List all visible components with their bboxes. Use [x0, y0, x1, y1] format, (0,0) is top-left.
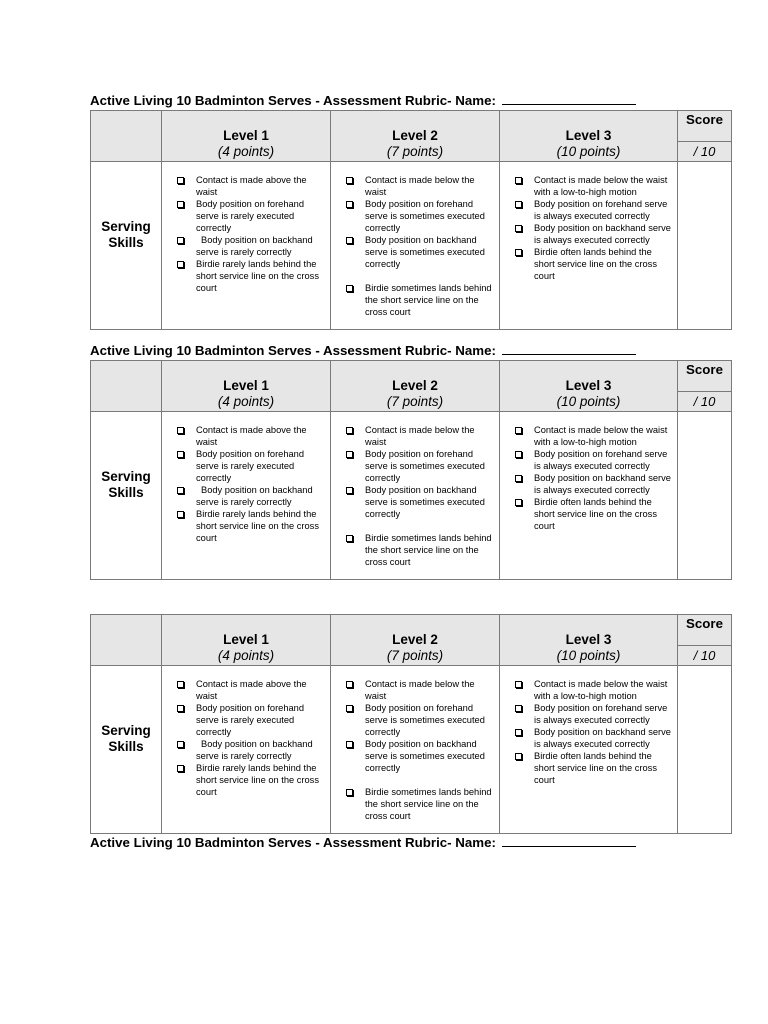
criterion-item	[515, 424, 671, 448]
checkbox-bullet-icon	[177, 487, 184, 494]
level-1-criteria	[162, 162, 331, 330]
text-header-levels-0-name: Level 1	[223, 378, 269, 393]
criterion-item	[346, 678, 493, 702]
criterion-item	[515, 750, 671, 786]
text-criteria-level2-3: Birdie sometimes lands behind the short service line on the cross court	[365, 787, 492, 821]
checkbox-bullet-icon	[177, 451, 184, 458]
title-text: Active Living 10 Badminton Serves - Assessment Rubric- Name:	[90, 93, 496, 108]
checkbox-bullet-icon	[346, 451, 353, 458]
level-1-criteria	[162, 666, 331, 834]
text-criteria-level3-2: Body position on backhand serve is always executed correctly	[534, 473, 671, 495]
text-criteria-level3-1: Body position on forehand serve is always executed correctly	[534, 449, 668, 471]
text-criteria-level1-1: Body position on forehand serve is rarely executed correctly	[196, 449, 305, 483]
checkbox-bullet-icon	[177, 201, 184, 208]
text-header-levels-1-name: Level 2	[392, 128, 438, 143]
criterion-item	[515, 678, 671, 702]
checkbox-bullet-icon	[515, 499, 522, 506]
text-header-levels-0-points: (4 points)	[217, 394, 275, 409]
checkbox-bullet-icon	[177, 427, 184, 434]
level-1-header	[162, 361, 331, 412]
criterion-item	[346, 484, 493, 520]
checkbox-bullet-icon	[515, 249, 522, 256]
criterion-item	[177, 258, 324, 294]
text-criteria-level3-0: Contact is made below the waist with a low-to-high motion	[534, 425, 668, 447]
criterion-item	[515, 496, 671, 532]
checkbox-bullet-icon	[177, 741, 184, 748]
criterion-item	[346, 786, 493, 822]
criterion-item	[515, 472, 671, 496]
text-criteria-level2-1: Body position on forehand serve is sometimes executed correctly	[365, 703, 485, 737]
criterion-item	[515, 198, 671, 222]
checkbox-bullet-icon	[177, 177, 184, 184]
score-header: Score	[678, 111, 732, 142]
score-out-of: / 10	[678, 142, 732, 162]
checkbox-bullet-icon	[515, 225, 522, 232]
text-header-levels-1-points: (7 points)	[386, 144, 444, 159]
text-header-levels-0-name: Level 1	[223, 632, 269, 647]
level-3-header	[500, 361, 678, 412]
name-blank	[502, 93, 636, 105]
criterion-item	[177, 234, 324, 258]
checkbox-bullet-icon	[515, 177, 522, 184]
checkbox-bullet-icon	[515, 681, 522, 688]
title-text: Active Living 10 Badminton Serves - Assessment Rubric- Name:	[90, 835, 496, 850]
text-criteria-level2-0: Contact is made below the waist	[365, 175, 475, 197]
criterion-item	[177, 484, 324, 508]
checkbox-bullet-icon	[177, 681, 184, 688]
checkbox-bullet-icon	[346, 487, 353, 494]
criterion-item	[515, 246, 671, 282]
text-header-levels-0-points: (4 points)	[217, 648, 275, 663]
checkbox-bullet-icon	[346, 741, 353, 748]
text-header-levels-2-points: (10 points)	[556, 394, 621, 409]
score-cell[interactable]	[678, 666, 732, 834]
text-criteria-level3-2: Body position on backhand serve is always executed correctly	[534, 223, 671, 245]
level-3-criteria	[500, 162, 678, 330]
level-2-criteria	[331, 162, 500, 330]
text-criteria-level1-2: Body position on backhand serve is rarely correctly	[196, 235, 313, 257]
text-header-levels-2-points: (10 points)	[556, 648, 621, 663]
checkbox-bullet-icon	[177, 261, 184, 268]
text-criteria-level1-1: Body position on forehand serve is rarely executed correctly	[196, 199, 305, 233]
checkbox-bullet-icon	[515, 753, 522, 760]
level-2-header	[331, 111, 500, 162]
text-criteria-level3-2: Body position on backhand serve is always executed correctly	[534, 727, 671, 749]
checkbox-bullet-icon	[346, 285, 353, 292]
text-criteria-level2-2: Body position on backhand serve is sometimes executed correctly	[365, 235, 485, 269]
checkbox-bullet-icon	[346, 427, 353, 434]
criterion-item	[346, 702, 493, 738]
checkbox-bullet-icon	[346, 705, 353, 712]
text-criteria-level1-3: Birdie rarely lands behind the short service line on the cross court	[196, 259, 319, 293]
checkbox-bullet-icon	[515, 729, 522, 736]
score-cell[interactable]	[678, 162, 732, 330]
rubric-title-3	[90, 835, 636, 850]
rubric-table-1	[90, 110, 732, 330]
criterion-item	[177, 508, 324, 544]
text-criteria-level3-0: Contact is made below the waist with a low-to-high motion	[534, 175, 668, 197]
level-2-header	[331, 615, 500, 666]
text-criteria-level2-0: Contact is made below the waist	[365, 679, 475, 701]
checkbox-bullet-icon	[515, 705, 522, 712]
score-header: Score	[678, 615, 732, 646]
checkbox-bullet-icon	[346, 535, 353, 542]
checkbox-bullet-icon	[177, 705, 184, 712]
level-1-header	[162, 615, 331, 666]
rubric-title-1	[90, 93, 636, 108]
score-out-of: / 10	[678, 392, 732, 412]
text-header-levels-1-name: Level 2	[392, 378, 438, 393]
level-1-header	[162, 111, 331, 162]
rubric-title-2	[90, 343, 636, 358]
level-2-criteria	[331, 666, 500, 834]
text-criteria-level3-1: Body position on forehand serve is always executed correctly	[534, 703, 668, 725]
checkbox-bullet-icon	[346, 681, 353, 688]
level-3-header	[500, 111, 678, 162]
criterion-item	[515, 726, 671, 750]
text-criteria-level1-0: Contact is made above the waist	[196, 679, 307, 701]
text-header-levels-2-name: Level 3	[565, 378, 612, 393]
checkbox-bullet-icon	[515, 427, 522, 434]
checkbox-bullet-icon	[177, 511, 184, 518]
corner-cell	[91, 111, 162, 162]
criterion-item	[177, 678, 324, 702]
text-criteria-level1-3: Birdie rarely lands behind the short service line on the cross court	[196, 509, 319, 543]
checkbox-bullet-icon	[346, 201, 353, 208]
score-out-of: / 10	[678, 646, 732, 666]
skill-label: Serving Skills	[91, 666, 162, 834]
corner-cell	[91, 615, 162, 666]
criterion-item	[177, 424, 324, 448]
level-3-criteria	[500, 412, 678, 580]
text-criteria-level2-3: Birdie sometimes lands behind the short service line on the cross court	[365, 533, 492, 567]
name-blank	[502, 835, 636, 847]
checkbox-bullet-icon	[346, 237, 353, 244]
level-2-header	[331, 361, 500, 412]
criterion-item	[177, 198, 324, 234]
level-3-header	[500, 615, 678, 666]
text-criteria-level2-3: Birdie sometimes lands behind the short service line on the cross court	[365, 283, 492, 317]
text-criteria-level1-3: Birdie rarely lands behind the short service line on the cross court	[196, 763, 319, 797]
text-criteria-level2-2: Body position on backhand serve is sometimes executed correctly	[365, 485, 485, 519]
criterion-item	[515, 174, 671, 198]
text-criteria-level2-2: Body position on backhand serve is sometimes executed correctly	[365, 739, 485, 773]
criterion-item	[346, 532, 493, 568]
criterion-item	[177, 702, 324, 738]
text-criteria-level1-0: Contact is made above the waist	[196, 425, 307, 447]
text-header-levels-0-name: Level 1	[223, 128, 269, 143]
text-header-levels-1-points: (7 points)	[386, 648, 444, 663]
score-header: Score	[678, 361, 732, 392]
text-criteria-level2-0: Contact is made below the waist	[365, 425, 475, 447]
text-criteria-level1-2: Body position on backhand serve is rarely correctly	[196, 739, 313, 761]
criterion-item	[177, 448, 324, 484]
checkbox-bullet-icon	[515, 475, 522, 482]
text-header-levels-1-name: Level 2	[392, 632, 438, 647]
skill-label: Serving Skills	[91, 412, 162, 580]
criterion-item	[346, 198, 493, 234]
criterion-item	[177, 762, 324, 798]
checkbox-bullet-icon	[177, 765, 184, 772]
corner-cell	[91, 361, 162, 412]
criterion-item	[346, 738, 493, 774]
criterion-item	[177, 174, 324, 198]
checkbox-bullet-icon	[515, 451, 522, 458]
score-cell[interactable]	[678, 412, 732, 580]
criterion-item	[515, 702, 671, 726]
checkbox-bullet-icon	[346, 789, 353, 796]
criterion-item	[515, 448, 671, 472]
level-2-criteria	[331, 412, 500, 580]
text-criteria-level1-2: Body position on backhand serve is rarely correctly	[196, 485, 313, 507]
criterion-item	[346, 234, 493, 270]
text-criteria-level3-3: Birdie often lands behind the short service line on the cross court	[534, 247, 657, 281]
rubric-table-3	[90, 614, 732, 834]
text-criteria-level2-1: Body position on forehand serve is sometimes executed correctly	[365, 199, 485, 233]
criterion-item	[346, 282, 493, 318]
text-header-levels-1-points: (7 points)	[386, 394, 444, 409]
text-criteria-level3-3: Birdie often lands behind the short service line on the cross court	[534, 751, 657, 785]
text-criteria-level3-0: Contact is made below the waist with a low-to-high motion	[534, 679, 668, 701]
level-3-criteria	[500, 666, 678, 834]
text-criteria-level2-1: Body position on forehand serve is sometimes executed correctly	[365, 449, 485, 483]
name-blank	[502, 343, 636, 355]
text-header-levels-2-name: Level 3	[565, 128, 612, 143]
text-criteria-level3-3: Birdie often lands behind the short service line on the cross court	[534, 497, 657, 531]
criterion-item	[346, 448, 493, 484]
text-header-levels-2-name: Level 3	[565, 632, 612, 647]
skill-label: Serving Skills	[91, 162, 162, 330]
text-criteria-level1-0: Contact is made above the waist	[196, 175, 307, 197]
criterion-item	[346, 424, 493, 448]
criterion-item	[515, 222, 671, 246]
title-text: Active Living 10 Badminton Serves - Assessment Rubric- Name:	[90, 343, 496, 358]
text-criteria-level3-1: Body position on forehand serve is always executed correctly	[534, 199, 668, 221]
text-header-levels-2-points: (10 points)	[556, 144, 621, 159]
criterion-item	[177, 738, 324, 762]
criterion-item	[346, 174, 493, 198]
checkbox-bullet-icon	[515, 201, 522, 208]
level-1-criteria	[162, 412, 331, 580]
text-criteria-level1-1: Body position on forehand serve is rarely executed correctly	[196, 703, 305, 737]
text-header-levels-0-points: (4 points)	[217, 144, 275, 159]
checkbox-bullet-icon	[346, 177, 353, 184]
checkbox-bullet-icon	[177, 237, 184, 244]
rubric-table-2	[90, 360, 732, 580]
